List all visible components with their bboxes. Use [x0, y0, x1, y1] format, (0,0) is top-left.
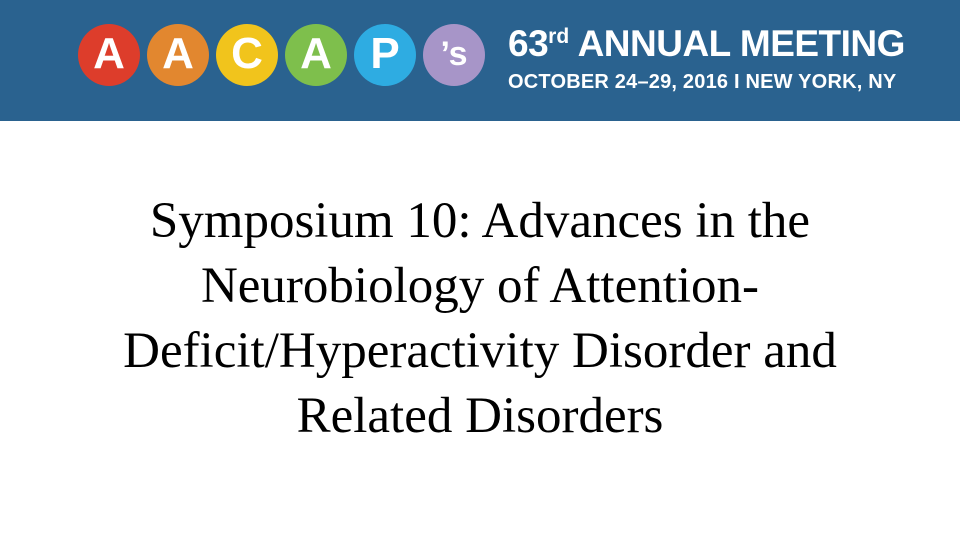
logo-letter: A — [162, 29, 194, 78]
logo-letter: P — [370, 29, 400, 78]
logo-circle-yellow — [216, 24, 278, 86]
logo-circle-purple — [423, 24, 485, 86]
aacap-logo — [78, 24, 485, 86]
logo-letter: ’s — [440, 35, 468, 73]
meeting-ordinal: rd — [548, 25, 570, 48]
logo-letter: A — [300, 29, 332, 78]
logo-letter: A — [93, 29, 125, 78]
slide-title-line: Deficit/Hyperactivity Disorder and — [123, 323, 837, 379]
logo-circle-red — [78, 24, 140, 86]
logo-circle-green — [285, 24, 347, 86]
logo-circle-orange — [147, 24, 209, 86]
logo-circle-blue — [354, 24, 416, 86]
meeting-title — [508, 24, 905, 70]
meeting-number: 63 — [508, 23, 549, 64]
slide-title-line: Neurobiology of Attention- — [200, 258, 760, 314]
slide-title-line: Symposium 10: Advances in the — [149, 193, 811, 249]
slide-title-line: Related Disorders — [296, 388, 664, 444]
meeting-label: ANNUAL MEETING — [569, 23, 905, 64]
slide-title — [0, 189, 960, 449]
meeting-dates: OCTOBER 24–29, 2016 I NEW YORK, NY — [508, 71, 897, 93]
meeting-info — [508, 24, 905, 94]
logo-letter: C — [231, 29, 263, 78]
header-banner — [0, 0, 960, 121]
